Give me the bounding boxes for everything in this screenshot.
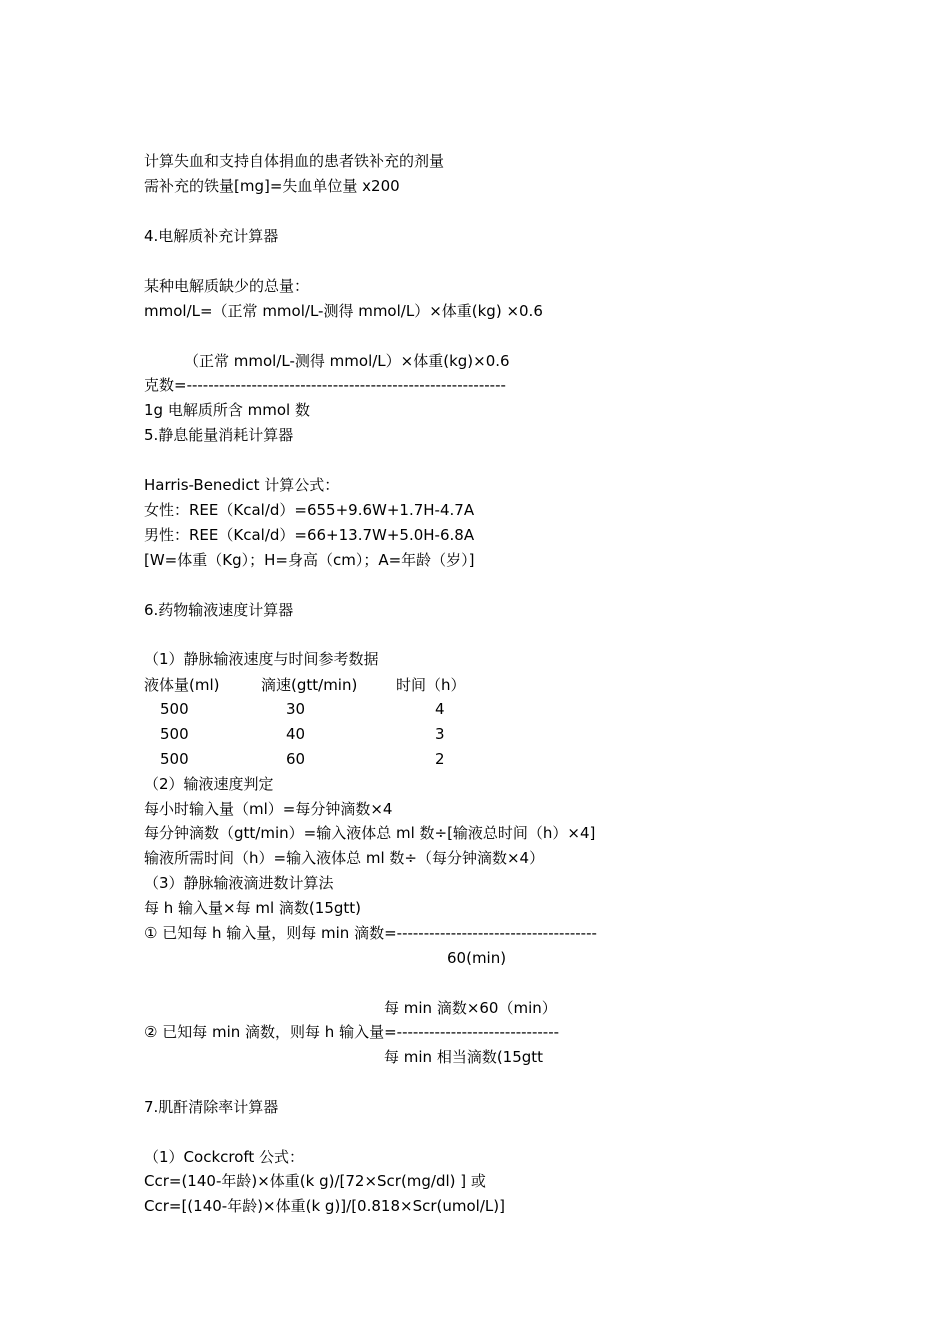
drip-formula-numerator: 每 h 输入量×每 ml 滴数(15gtt) xyxy=(144,899,362,917)
infusion-rate-formula-3: 输液所需时间（h）=输入液体总 ml 数÷（每分钟滴数×4） xyxy=(144,849,545,867)
table-cell: 40 xyxy=(286,725,306,743)
iron-dose-title: 计算失血和支持自体捐血的患者铁补充的剂量 xyxy=(144,152,445,170)
drip-formula-known-minute-numerator: 每 min 滴数×60（min） xyxy=(384,999,557,1017)
drip-formula-known-minute-denominator: 每 min 相当滴数(15gtt xyxy=(384,1048,544,1066)
table-cell: 500 xyxy=(160,725,189,743)
table-header-drip-rate: 滴速(gtt/min) xyxy=(261,676,358,694)
electrolyte-formula-mmol: mmol/L=（正常 mmol/L-测得 mmol/L）×体重(kg) ×0.6 xyxy=(144,302,543,320)
section-heading-infusion: 6.药物输液速度计算器 xyxy=(144,601,294,619)
table-cell: 30 xyxy=(286,700,306,718)
section-heading-electrolyte: 4.电解质补充计算器 xyxy=(144,227,279,245)
electrolyte-intro: 某种电解质缺少的总量： xyxy=(144,277,310,295)
table-cell: 60 xyxy=(286,750,306,768)
cockcroft-subheading: （1）Cockcroft 公式： xyxy=(144,1148,305,1166)
table-cell: 4 xyxy=(435,700,445,718)
ree-male-formula: 男性：REE（Kcal/d）=66+13.7W+5.0H-6.8A xyxy=(144,526,475,544)
ree-variable-legend: [W=体重（Kg）；H=身高（cm）；A=年龄（岁）] xyxy=(144,551,475,569)
infusion-rate-formula-2: 每分钟滴数（gtt/min）=输入液体总 ml 数÷[输液总时间（h）×4] xyxy=(144,824,596,842)
drip-formula-known-hourly: ① 已知每 h 输入量，则每 min 滴数=------------------------------------- xyxy=(144,924,597,942)
infusion-rate-formula-1: 每小时输入量（ml）=每分钟滴数×4 xyxy=(144,800,393,818)
table-cell: 500 xyxy=(160,750,189,768)
drip-formula-denominator-60min: 60(min) xyxy=(447,949,507,967)
table-header-volume: 液体量(ml) xyxy=(144,676,220,694)
drip-formula-known-minute: ② 已知每 min 滴数，则每 h 输入量=------------------------------ xyxy=(144,1023,560,1041)
ccr-formula-mgdl: Ccr=(140-年龄)×体重(k g)/[72×Scr(mg/dl) ] 或 xyxy=(144,1172,486,1190)
ccr-formula-umol: Ccr=[(140-年龄)×体重(k g)]/[0.818×Scr(umol/L)] xyxy=(144,1197,505,1215)
iron-dose-formula: 需补充的铁量[mg]=失血单位量 x200 xyxy=(144,177,400,195)
infusion-subheading-reference: （1）静脉输液速度与时间参考数据 xyxy=(144,650,379,668)
ree-female-formula: 女性：REE（Kcal/d）=655+9.6W+1.7H-4.7A xyxy=(144,501,475,519)
harris-benedict-title: Harris-Benedict 计算公式： xyxy=(144,476,340,494)
electrolyte-grams-fraction-line: 克数=----------------------------------------------------------- xyxy=(144,376,506,394)
electrolyte-grams-denominator: 1g 电解质所含 mmol 数 xyxy=(144,401,310,419)
table-cell: 2 xyxy=(435,750,445,768)
electrolyte-grams-numerator: （正常 mmol/L-测得 mmol/L）×体重(kg)×0.6 xyxy=(184,352,510,370)
section-heading-creatinine: 7.肌酐清除率计算器 xyxy=(144,1098,279,1116)
infusion-subheading-rate: （2）输液速度判定 xyxy=(144,775,274,793)
section-heading-energy: 5.静息能量消耗计算器 xyxy=(144,426,294,444)
table-header-time: 时间（h） xyxy=(396,676,466,694)
table-cell: 500 xyxy=(160,700,189,718)
table-cell: 3 xyxy=(435,725,445,743)
infusion-subheading-drip: （3）静脉输液滴进数计算法 xyxy=(144,874,334,892)
